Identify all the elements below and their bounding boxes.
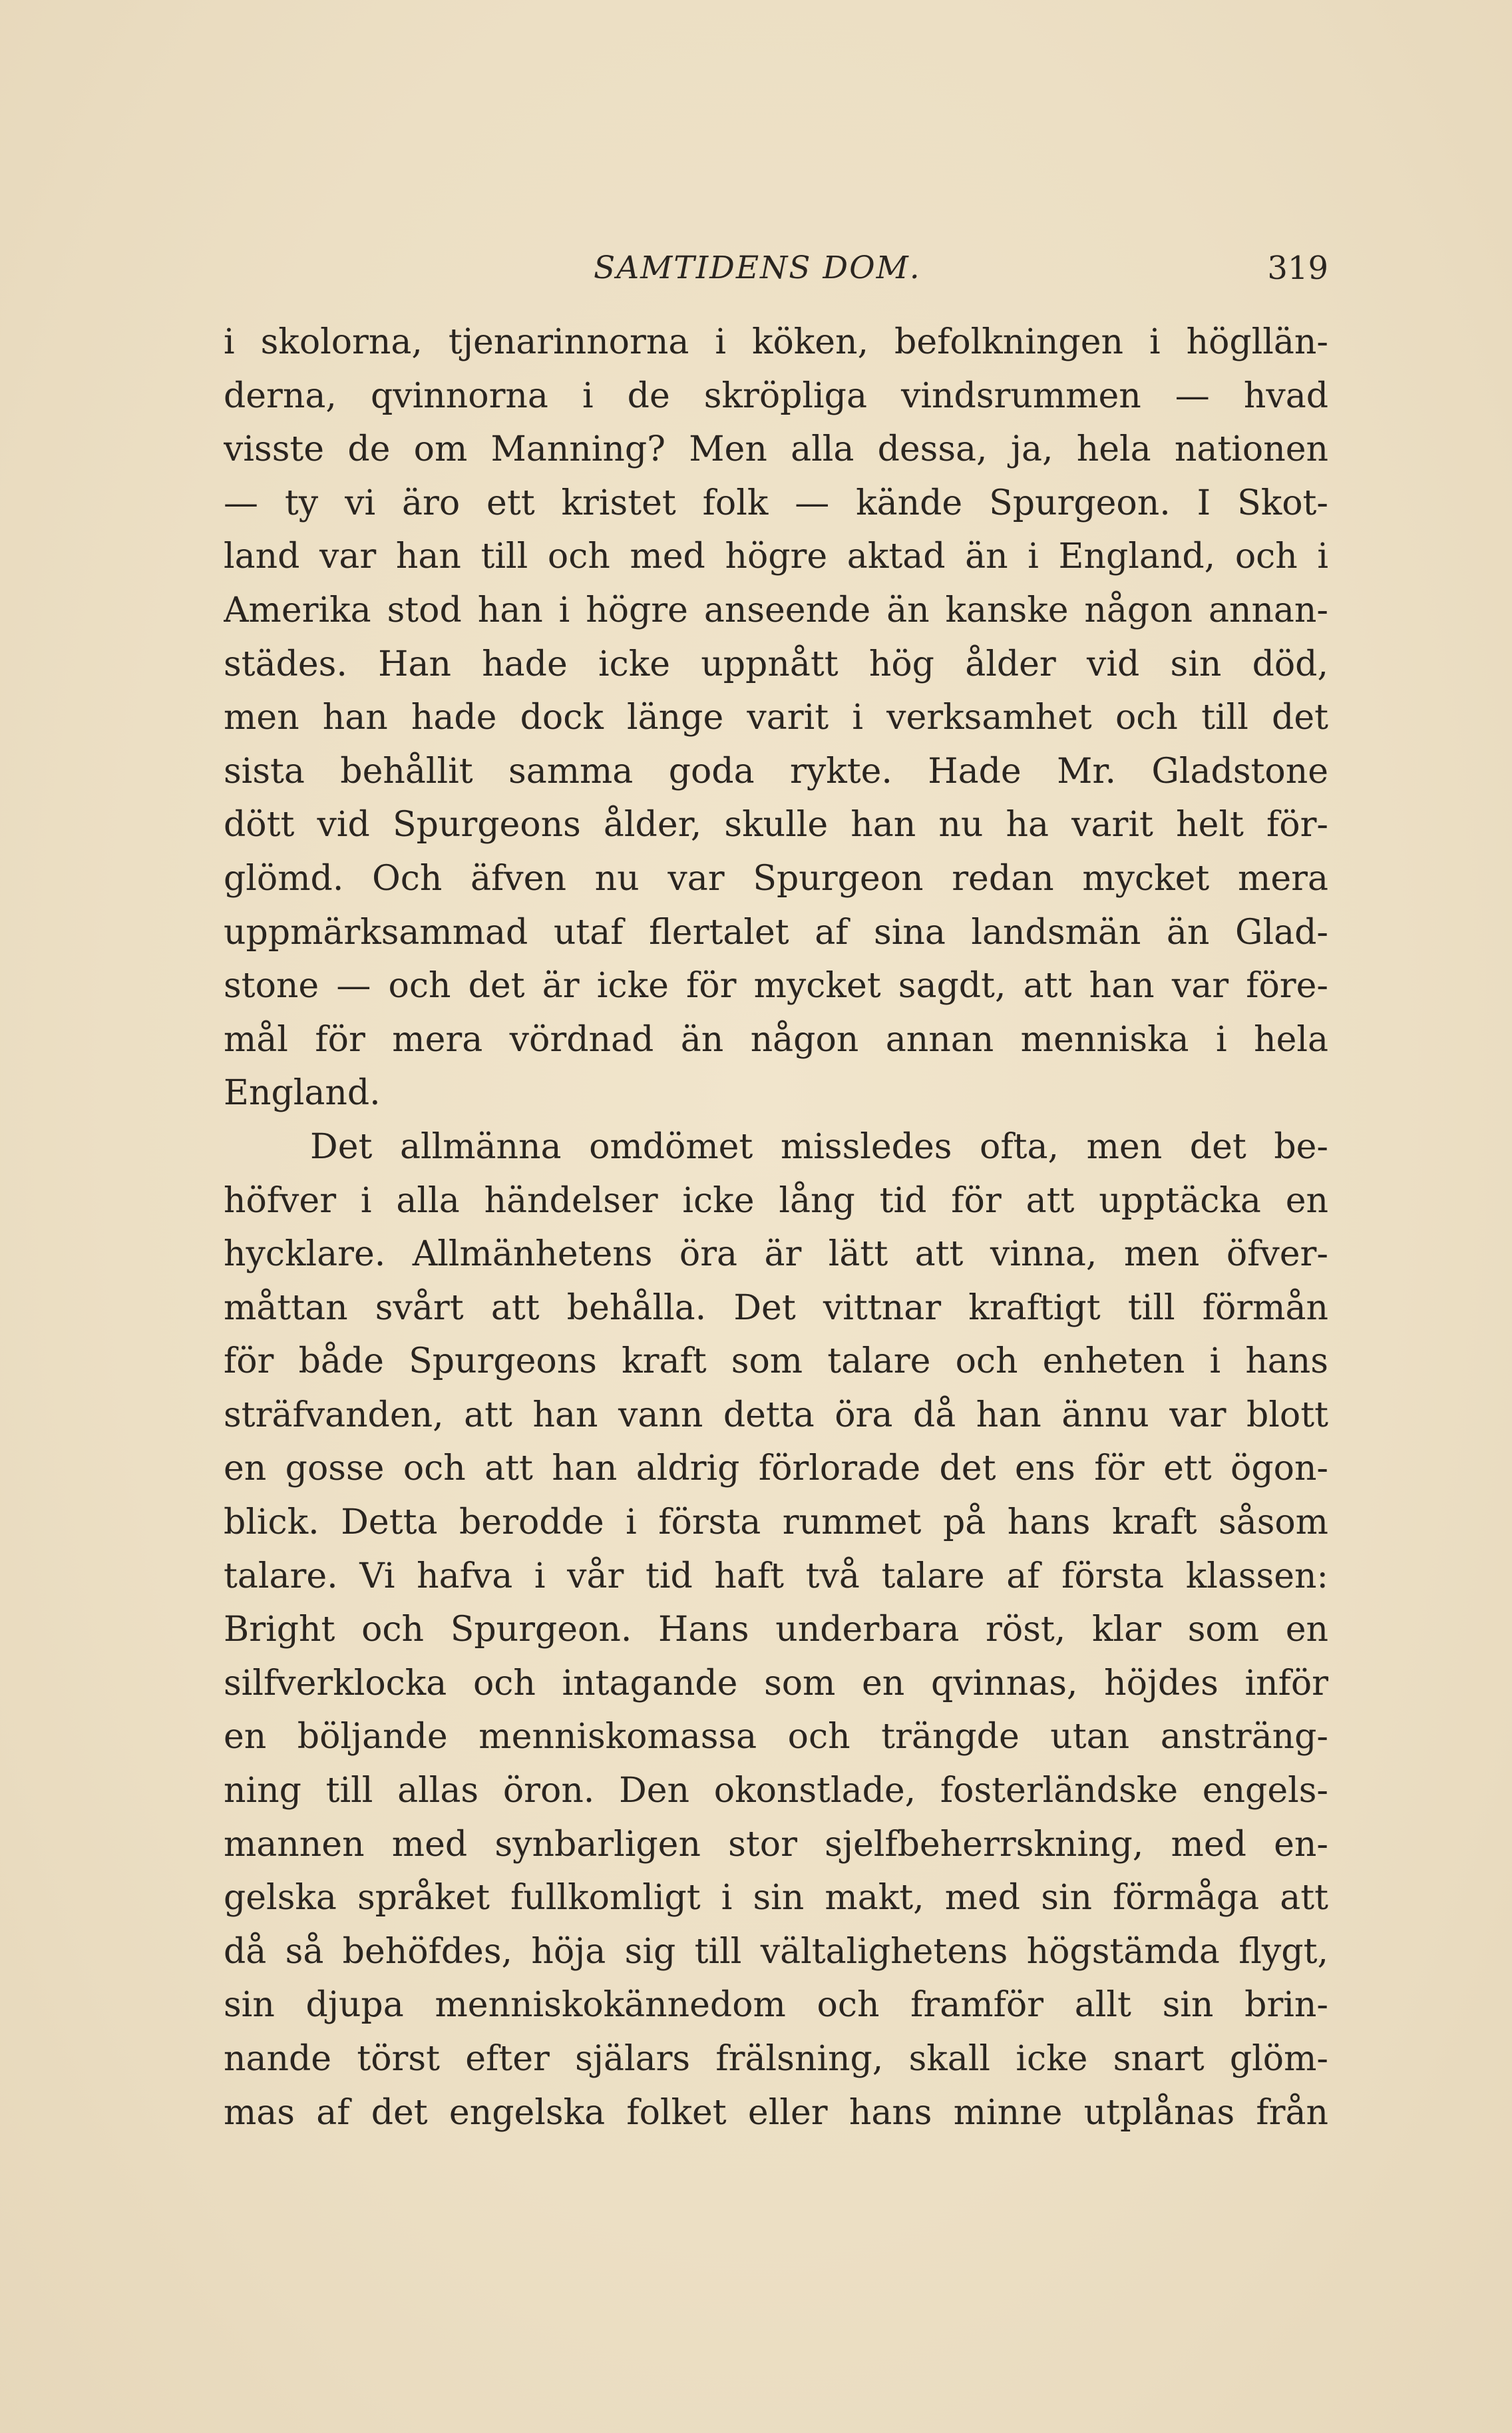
text-line: städes. Han hade icke uppnått hög ålder vid sin död, — [224, 644, 1328, 684]
text-line: derna, qvinnorna i de skröpliga vindsrummen — hvad — [224, 375, 1328, 416]
text-line: sin djupa menniskokännedom och framför allt sin brin- — [224, 1985, 1328, 2026]
text-line: mannen med synbarligen stor sjelfbeherrskning, med en- — [224, 1824, 1328, 1865]
running-title: SAMTIDENS DOM. — [594, 250, 921, 286]
text-line: måttan svårt att behålla. Det vittnar kraftigt till förmån — [224, 1287, 1328, 1328]
page-header — [224, 245, 1328, 292]
text-line: sista behållit samma goda rykte. Hade Mr. Gladstone — [224, 751, 1328, 791]
text-line: silfverklocka och intagande som en qvinnas, höjdes inför — [224, 1663, 1328, 1703]
text-line: i skolorna, tjenarinnorna i köken, befolkningen i högllän- — [224, 322, 1328, 362]
text-line: hycklare. Allmänhetens öra är lätt att vinna, men öfver- — [224, 1234, 1328, 1275]
text-line: — ty vi äro ett kristet folk — kände Spurgeon. I Skot- — [224, 483, 1328, 523]
text-line: en böljande menniskomassa och trängde utan ansträng- — [224, 1717, 1328, 1757]
body-text — [224, 316, 1328, 2139]
text-line: sträfvanden, att han vann detta öra då han ännu var blott — [224, 1395, 1328, 1435]
text-line: Amerika stod han i högre anseende än kanske någon annan- — [224, 590, 1328, 630]
text-line: visste de om Manning? Men alla dessa, ja, hela nationen — [224, 429, 1328, 470]
text-line: glömd. Och äfven nu var Spurgeon redan mycket mera — [224, 858, 1328, 899]
text-line: mas af det engelska folket eller hans minne utplånas från — [224, 2092, 1328, 2133]
text-line: för både Spurgeons kraft som talare och enheten i hans — [224, 1341, 1328, 1382]
text-line: dött vid Spurgeons ålder, skulle han nu ha varit helt för- — [224, 805, 1328, 845]
text-line: nande törst efter själars frälsning, skall icke snart glöm- — [224, 2039, 1328, 2079]
paragraph-start-line: Det allmänna omdömet missledes ofta, men det be- — [310, 1126, 1328, 1167]
text-line: ning till allas öron. Den okonstlade, fosterländske engels- — [224, 1771, 1328, 1811]
text-line: en gosse och att han aldrig förlorade det ens för ett ögon- — [224, 1448, 1328, 1489]
text-line: Bright och Spurgeon. Hans underbara röst, klar som en — [224, 1610, 1328, 1650]
text-line: mål för mera vördnad än någon annan menniska i hela — [224, 1019, 1328, 1060]
text-line: uppmärksammad utaf flertalet af sina landsmän än Glad- — [224, 912, 1328, 953]
text-line: stone — och det är icke för mycket sagdt, att han var före- — [224, 966, 1328, 1006]
text-line: höfver i alla händelser icke lång tid för att upptäcka en — [224, 1180, 1328, 1221]
text-line: talare. Vi hafva i vår tid haft två talare af första klassen: — [224, 1556, 1328, 1596]
text-line: då så behöfdes, höja sig till vältalighetens högstämda flygt, — [224, 1931, 1328, 1972]
page-number: 319 — [1267, 250, 1328, 287]
text-line: land var han till och med högre aktad än i England, och i — [224, 537, 1328, 577]
text-line: blick. Detta berodde i första rummet på hans kraft såsom — [224, 1502, 1328, 1543]
text-line: gelska språket fullkomligt i sin makt, med sin förmåga att — [224, 1878, 1328, 1918]
text-line: men han hade dock länge varit i verksamhet och till det — [224, 698, 1328, 738]
paragraph-end-line: England. — [224, 1073, 381, 1114]
